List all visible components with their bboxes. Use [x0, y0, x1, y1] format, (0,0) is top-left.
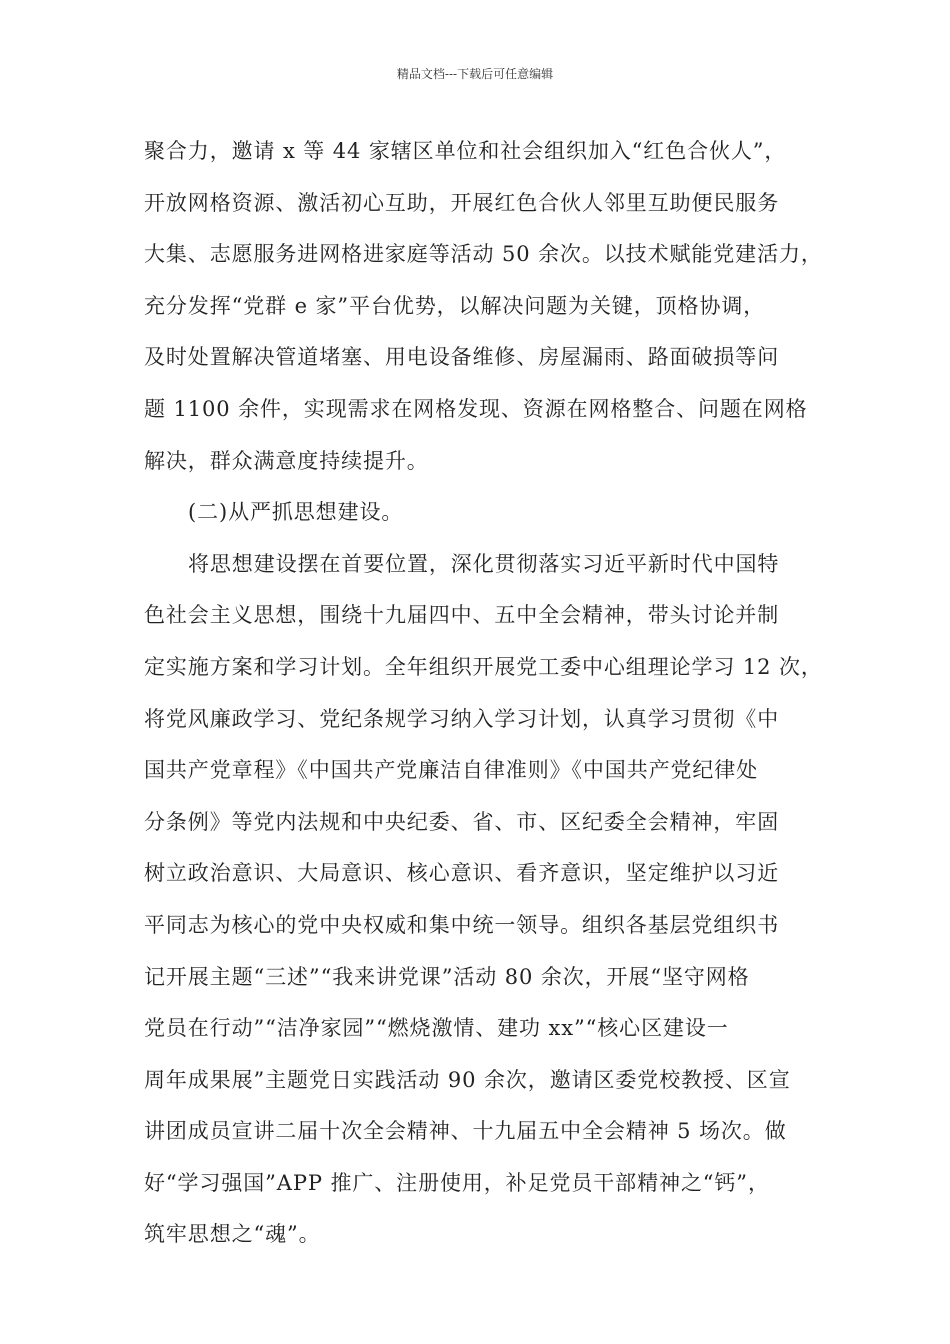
page-header: 精品文档---下载后可任意编辑 [396, 67, 554, 81]
text-line: 将思想建设摆在首要位置，深化贯彻落实习近平新时代中国特 [188, 551, 780, 576]
text-line: 聚合力，邀请 x 等 44 家辖区单位和社会组织加入“红色合伙人”， [144, 139, 787, 163]
text-line: 筑牢思想之“魂”。 [144, 1222, 321, 1247]
text-line: 色社会主义思想，围绕十九届四中、五中全会精神，带头讨论并制 [144, 603, 780, 628]
text-line: 树立政治意识、大局意识、核心意识、看齐意识，坚定维护以习近 [144, 861, 780, 886]
text-line: 平同志为核心的党中央权威和集中统一领导。组织各基层党组织书 [144, 912, 780, 937]
text-line: 讲团成员宣讲二届十次全会精神、十九届五中全会精神 5 场次。做 [144, 1119, 787, 1144]
text-line: 国共产党章程》《中国共产党廉洁自律准则》《中国共产党纪律处 [144, 758, 759, 783]
text-line: 周年成果展”主题党日实践活动 90 余次，邀请区委党校教授、区宣 [144, 1067, 791, 1092]
text-line: 记开展主题“三述”“我来讲党课”活动 80 余次，开展“坚守网格 [144, 964, 750, 989]
section-heading: (二)从严抓思想建设。 [188, 500, 404, 525]
text-line: 分条例》等党内法规和中央纪委、省、市、区纪委全会精神，牢固 [144, 809, 780, 834]
body-text [144, 126, 824, 1261]
text-line: 大集、志愿服务进网格进家庭等活动 50 余次。以技术赋能党建活力， [144, 242, 823, 267]
text-line: 开放网格资源、激活初心互助，开展红色合伙人邻里互助便民服务 [144, 190, 780, 215]
text-line: 将党风廉政学习、党纪条规学习纳入学习计划，认真学习贯彻《中 [144, 706, 780, 731]
text-line: 定实施方案和学习计划。全年组织开展党工委中心组理论学习 12 次， [144, 654, 823, 679]
text-line: 充分发挥“党群 e 家”平台优势，以解决问题为关键，顶格协调， [144, 293, 766, 318]
text-line: 好“学习强国”APP 推广、注册使用，补足党员干部精神之“钙”， [144, 1170, 770, 1195]
text-line: 题 1100 余件，实现需求在网格发现、资源在网格整合、问题在网格 [144, 396, 808, 421]
text-line: 解决，群众满意度持续提升。 [144, 448, 429, 473]
text-line: 及时处置解决管道堵塞、用电设备维修、房屋漏雨、路面破损等问 [144, 345, 780, 370]
text-line: 党员在行动”“洁净家园”“燃烧激情、建功 xx”“核心区建设一 [144, 1016, 729, 1041]
